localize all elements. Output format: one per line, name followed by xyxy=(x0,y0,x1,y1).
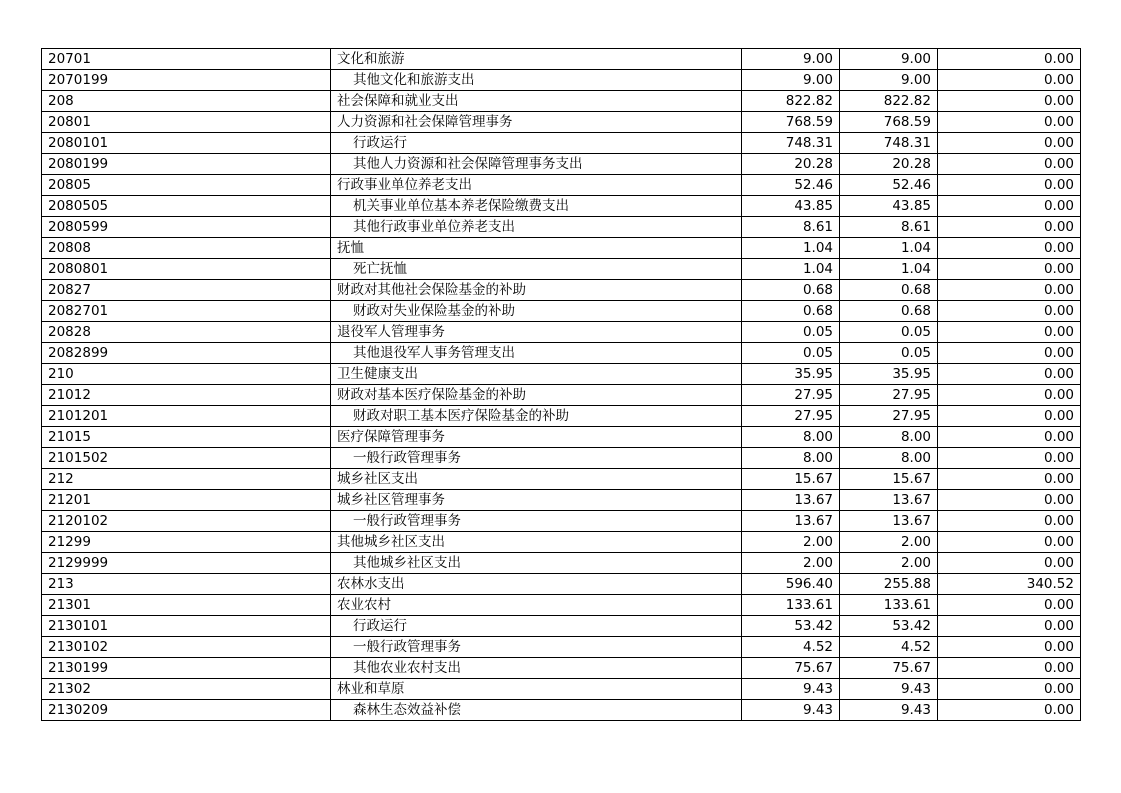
subject-code-cell: 20828 xyxy=(42,322,331,343)
project-expenditure-cell: 0.00 xyxy=(938,616,1081,637)
basic-expenditure-cell: 133.61 xyxy=(840,595,938,616)
basic-expenditure-cell: 13.67 xyxy=(840,490,938,511)
subject-name-cell: 财政对失业保险基金的补助 xyxy=(331,301,742,322)
basic-expenditure-cell: 0.05 xyxy=(840,343,938,364)
project-expenditure-cell: 0.00 xyxy=(938,238,1081,259)
subject-code-cell: 210 xyxy=(42,364,331,385)
table-row xyxy=(42,133,1081,154)
table-row xyxy=(42,301,1081,322)
table-row xyxy=(42,154,1081,175)
project-expenditure-cell: 0.00 xyxy=(938,448,1081,469)
subject-name-cell: 卫生健康支出 xyxy=(331,364,742,385)
subject-code-cell: 2130101 xyxy=(42,616,331,637)
table-row xyxy=(42,427,1081,448)
subject-name-cell: 抚恤 xyxy=(331,238,742,259)
total-amount-cell: 8.00 xyxy=(742,427,840,448)
table-row xyxy=(42,511,1081,532)
subject-name-cell: 其他农业农村支出 xyxy=(331,658,742,679)
project-expenditure-cell: 0.00 xyxy=(938,91,1081,112)
total-amount-cell: 27.95 xyxy=(742,385,840,406)
table-row xyxy=(42,238,1081,259)
table-row xyxy=(42,385,1081,406)
total-amount-cell: 1.04 xyxy=(742,259,840,280)
basic-expenditure-cell: 53.42 xyxy=(840,616,938,637)
total-amount-cell: 13.67 xyxy=(742,511,840,532)
subject-name-cell: 城乡社区支出 xyxy=(331,469,742,490)
project-expenditure-cell: 0.00 xyxy=(938,385,1081,406)
basic-expenditure-cell: 1.04 xyxy=(840,259,938,280)
table-row xyxy=(42,700,1081,721)
total-amount-cell: 13.67 xyxy=(742,490,840,511)
project-expenditure-cell: 0.00 xyxy=(938,70,1081,91)
total-amount-cell: 0.68 xyxy=(742,301,840,322)
basic-expenditure-cell: 9.00 xyxy=(840,49,938,70)
project-expenditure-cell: 0.00 xyxy=(938,343,1081,364)
total-amount-cell: 9.43 xyxy=(742,700,840,721)
subject-code-cell: 2080801 xyxy=(42,259,331,280)
basic-expenditure-cell: 13.67 xyxy=(840,511,938,532)
subject-name-cell: 城乡社区管理事务 xyxy=(331,490,742,511)
basic-expenditure-cell: 9.43 xyxy=(840,700,938,721)
subject-name-cell: 人力资源和社会保障管理事务 xyxy=(331,112,742,133)
subject-name-cell: 一般行政管理事务 xyxy=(331,448,742,469)
subject-code-cell: 21302 xyxy=(42,679,331,700)
project-expenditure-cell: 0.00 xyxy=(938,637,1081,658)
table-row xyxy=(42,553,1081,574)
subject-name-cell: 其他城乡社区支出 xyxy=(331,532,742,553)
total-amount-cell: 53.42 xyxy=(742,616,840,637)
project-expenditure-cell: 0.00 xyxy=(938,49,1081,70)
project-expenditure-cell: 0.00 xyxy=(938,490,1081,511)
project-expenditure-cell: 0.00 xyxy=(938,553,1081,574)
basic-expenditure-cell: 20.28 xyxy=(840,154,938,175)
subject-code-cell: 21299 xyxy=(42,532,331,553)
subject-code-cell: 2120102 xyxy=(42,511,331,532)
basic-expenditure-cell: 2.00 xyxy=(840,553,938,574)
project-expenditure-cell: 0.00 xyxy=(938,406,1081,427)
subject-code-cell: 20808 xyxy=(42,238,331,259)
table-row xyxy=(42,595,1081,616)
basic-expenditure-cell: 75.67 xyxy=(840,658,938,679)
total-amount-cell: 0.68 xyxy=(742,280,840,301)
table-row xyxy=(42,364,1081,385)
table-row xyxy=(42,259,1081,280)
subject-code-cell: 2080599 xyxy=(42,217,331,238)
subject-code-cell: 2130102 xyxy=(42,637,331,658)
project-expenditure-cell: 0.00 xyxy=(938,301,1081,322)
subject-name-cell: 死亡抚恤 xyxy=(331,259,742,280)
subject-name-cell: 林业和草原 xyxy=(331,679,742,700)
total-amount-cell: 8.00 xyxy=(742,448,840,469)
project-expenditure-cell: 0.00 xyxy=(938,196,1081,217)
total-amount-cell: 20.28 xyxy=(742,154,840,175)
table-row xyxy=(42,196,1081,217)
basic-expenditure-cell: 27.95 xyxy=(840,406,938,427)
subject-code-cell: 21301 xyxy=(42,595,331,616)
project-expenditure-cell: 0.00 xyxy=(938,133,1081,154)
project-expenditure-cell: 0.00 xyxy=(938,322,1081,343)
table-row xyxy=(42,280,1081,301)
table-row xyxy=(42,70,1081,91)
basic-expenditure-cell: 8.00 xyxy=(840,427,938,448)
subject-name-cell: 一般行政管理事务 xyxy=(331,511,742,532)
table-row xyxy=(42,616,1081,637)
total-amount-cell: 1.04 xyxy=(742,238,840,259)
total-amount-cell: 4.52 xyxy=(742,637,840,658)
basic-expenditure-cell: 768.59 xyxy=(840,112,938,133)
total-amount-cell: 2.00 xyxy=(742,532,840,553)
total-amount-cell: 9.00 xyxy=(742,70,840,91)
table-row xyxy=(42,490,1081,511)
basic-expenditure-cell: 8.61 xyxy=(840,217,938,238)
total-amount-cell: 0.05 xyxy=(742,322,840,343)
subject-name-cell: 文化和旅游 xyxy=(331,49,742,70)
table-row xyxy=(42,322,1081,343)
basic-expenditure-cell: 9.00 xyxy=(840,70,938,91)
total-amount-cell: 35.95 xyxy=(742,364,840,385)
total-amount-cell: 52.46 xyxy=(742,175,840,196)
project-expenditure-cell: 0.00 xyxy=(938,280,1081,301)
basic-expenditure-cell: 2.00 xyxy=(840,532,938,553)
subject-name-cell: 医疗保障管理事务 xyxy=(331,427,742,448)
total-amount-cell: 768.59 xyxy=(742,112,840,133)
subject-code-cell: 2080101 xyxy=(42,133,331,154)
basic-expenditure-cell: 43.85 xyxy=(840,196,938,217)
basic-expenditure-cell: 1.04 xyxy=(840,238,938,259)
subject-code-cell: 2130199 xyxy=(42,658,331,679)
table-row xyxy=(42,679,1081,700)
subject-code-cell: 21015 xyxy=(42,427,331,448)
project-expenditure-cell: 0.00 xyxy=(938,364,1081,385)
basic-expenditure-cell: 0.68 xyxy=(840,280,938,301)
basic-expenditure-cell: 4.52 xyxy=(840,637,938,658)
subject-code-cell: 208 xyxy=(42,91,331,112)
subject-code-cell: 20827 xyxy=(42,280,331,301)
table-row xyxy=(42,91,1081,112)
project-expenditure-cell: 0.00 xyxy=(938,427,1081,448)
project-expenditure-cell: 0.00 xyxy=(938,154,1081,175)
subject-name-cell: 财政对职工基本医疗保险基金的补助 xyxy=(331,406,742,427)
basic-expenditure-cell: 8.00 xyxy=(840,448,938,469)
subject-code-cell: 21201 xyxy=(42,490,331,511)
table-row xyxy=(42,469,1081,490)
total-amount-cell: 2.00 xyxy=(742,553,840,574)
project-expenditure-cell: 0.00 xyxy=(938,679,1081,700)
expenditure-table xyxy=(41,48,1081,721)
subject-name-cell: 行政运行 xyxy=(331,616,742,637)
project-expenditure-cell: 0.00 xyxy=(938,175,1081,196)
project-expenditure-cell: 0.00 xyxy=(938,217,1081,238)
total-amount-cell: 748.31 xyxy=(742,133,840,154)
subject-code-cell: 2130209 xyxy=(42,700,331,721)
total-amount-cell: 9.43 xyxy=(742,679,840,700)
subject-code-cell: 2080199 xyxy=(42,154,331,175)
total-amount-cell: 75.67 xyxy=(742,658,840,679)
subject-code-cell: 212 xyxy=(42,469,331,490)
table-row xyxy=(42,112,1081,133)
table-row xyxy=(42,532,1081,553)
project-expenditure-cell: 0.00 xyxy=(938,658,1081,679)
basic-expenditure-cell: 27.95 xyxy=(840,385,938,406)
subject-code-cell: 2101502 xyxy=(42,448,331,469)
basic-expenditure-cell: 255.88 xyxy=(840,574,938,595)
total-amount-cell: 8.61 xyxy=(742,217,840,238)
subject-name-cell: 其他退役军人事务管理支出 xyxy=(331,343,742,364)
project-expenditure-cell: 0.00 xyxy=(938,469,1081,490)
total-amount-cell: 9.00 xyxy=(742,49,840,70)
total-amount-cell: 43.85 xyxy=(742,196,840,217)
project-expenditure-cell: 0.00 xyxy=(938,595,1081,616)
table-row xyxy=(42,448,1081,469)
basic-expenditure-cell: 52.46 xyxy=(840,175,938,196)
subject-code-cell: 213 xyxy=(42,574,331,595)
subject-code-cell: 2129999 xyxy=(42,553,331,574)
subject-name-cell: 退役军人管理事务 xyxy=(331,322,742,343)
subject-name-cell: 其他人力资源和社会保障管理事务支出 xyxy=(331,154,742,175)
total-amount-cell: 596.40 xyxy=(742,574,840,595)
subject-name-cell: 财政对基本医疗保险基金的补助 xyxy=(331,385,742,406)
subject-code-cell: 20701 xyxy=(42,49,331,70)
basic-expenditure-cell: 35.95 xyxy=(840,364,938,385)
subject-name-cell: 其他文化和旅游支出 xyxy=(331,70,742,91)
basic-expenditure-cell: 0.68 xyxy=(840,301,938,322)
total-amount-cell: 0.05 xyxy=(742,343,840,364)
basic-expenditure-cell: 15.67 xyxy=(840,469,938,490)
subject-code-cell: 2080505 xyxy=(42,196,331,217)
table-body xyxy=(42,49,1081,721)
subject-code-cell: 20805 xyxy=(42,175,331,196)
subject-name-cell: 财政对其他社会保险基金的补助 xyxy=(331,280,742,301)
table-row xyxy=(42,637,1081,658)
subject-name-cell: 森林生态效益补偿 xyxy=(331,700,742,721)
basic-expenditure-cell: 748.31 xyxy=(840,133,938,154)
subject-name-cell: 其他城乡社区支出 xyxy=(331,553,742,574)
subject-name-cell: 农林水支出 xyxy=(331,574,742,595)
total-amount-cell: 15.67 xyxy=(742,469,840,490)
subject-code-cell: 21012 xyxy=(42,385,331,406)
subject-name-cell: 行政事业单位养老支出 xyxy=(331,175,742,196)
subject-code-cell: 2082701 xyxy=(42,301,331,322)
project-expenditure-cell: 0.00 xyxy=(938,511,1081,532)
subject-name-cell: 其他行政事业单位养老支出 xyxy=(331,217,742,238)
subject-name-cell: 机关事业单位基本养老保险缴费支出 xyxy=(331,196,742,217)
project-expenditure-cell: 0.00 xyxy=(938,112,1081,133)
project-expenditure-cell: 0.00 xyxy=(938,532,1081,553)
table-row xyxy=(42,574,1081,595)
total-amount-cell: 27.95 xyxy=(742,406,840,427)
basic-expenditure-cell: 822.82 xyxy=(840,91,938,112)
subject-code-cell: 2101201 xyxy=(42,406,331,427)
subject-name-cell: 一般行政管理事务 xyxy=(331,637,742,658)
project-expenditure-cell: 340.52 xyxy=(938,574,1081,595)
basic-expenditure-cell: 0.05 xyxy=(840,322,938,343)
total-amount-cell: 133.61 xyxy=(742,595,840,616)
basic-expenditure-cell: 9.43 xyxy=(840,679,938,700)
subject-code-cell: 2070199 xyxy=(42,70,331,91)
subject-name-cell: 行政运行 xyxy=(331,133,742,154)
total-amount-cell: 822.82 xyxy=(742,91,840,112)
project-expenditure-cell: 0.00 xyxy=(938,700,1081,721)
table-row xyxy=(42,658,1081,679)
table-row xyxy=(42,49,1081,70)
subject-code-cell: 20801 xyxy=(42,112,331,133)
table-row xyxy=(42,175,1081,196)
subject-name-cell: 农业农村 xyxy=(331,595,742,616)
project-expenditure-cell: 0.00 xyxy=(938,259,1081,280)
subject-code-cell: 2082899 xyxy=(42,343,331,364)
table-row xyxy=(42,406,1081,427)
table-row xyxy=(42,217,1081,238)
table-row xyxy=(42,343,1081,364)
subject-name-cell: 社会保障和就业支出 xyxy=(331,91,742,112)
